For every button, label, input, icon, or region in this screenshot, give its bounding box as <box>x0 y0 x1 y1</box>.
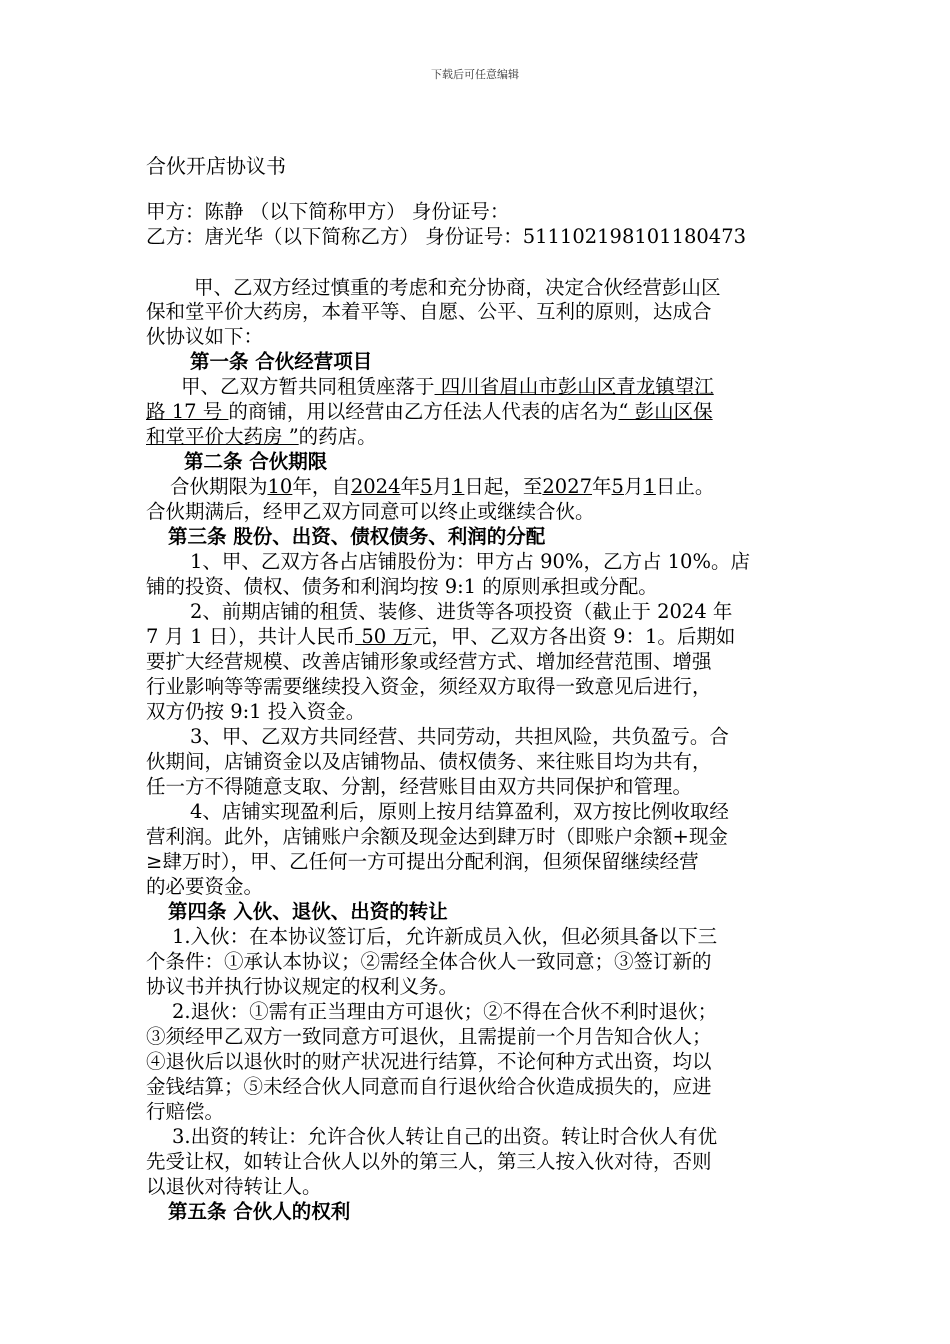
article-3-clause-2-line-5: 双方仍按 9:1 投入资金。 <box>146 700 366 723</box>
header-note: 下载后可任意编辑 <box>431 68 519 81</box>
article-4-clause-2-line-1: 2.退伙：①需有正当理由方可退伙；②不得在合伙不利时退伙； <box>172 1000 718 1023</box>
article-1-heading: 第一条 合伙经营项目 <box>190 350 373 373</box>
document-title: 合伙开店协议书 <box>146 154 286 178</box>
article-4-clause-1-line-1: 1.入伙：在本协议签订后，允许新成员入伙，但必须具备以下三 <box>172 925 718 948</box>
article-3-clause-1-line-1: 1、甲、乙双方各占店铺股份为：甲方占 90%，乙方占 10%。店 <box>190 550 750 573</box>
article-3-clause-2-line-1: 2、前期店铺的租赁、装修、进货等各项投资（截止于 2024 年 <box>190 600 733 623</box>
party-b-line: 乙方：唐光华（以下简称乙方） 身份证号：511102198101180473 <box>146 225 747 248</box>
start-month: 5 <box>420 475 433 498</box>
article-4-heading: 第四条 入伙、退伙、出资的转让 <box>168 900 448 923</box>
article-3-clause-3-line-3: 任一方不得随意支取、分割，经营账目由双方共同保护和管理。 <box>146 775 693 798</box>
intro-line-1: 甲、乙双方经过慎重的考虑和充分协商，决定合伙经营彭山区 <box>194 276 721 299</box>
article-3-clause-2-line-4: 行业影响等等需要继续投入资金，须经双方取得一致意见后进行， <box>146 675 712 698</box>
article-3-clause-2-line-2: 7 月 1 日），共计人民币 50 万元，甲、乙双方各出资 9：1。后期如 <box>146 625 736 648</box>
article-3-clause-4-line-3: ≥肆万时），甲、乙任何一方可提出分配利润，但须保留继续经营 <box>146 850 699 873</box>
term-years: 10 <box>267 475 293 498</box>
article-2-heading: 第二条 合伙期限 <box>184 450 328 473</box>
start-year: 2024 <box>350 475 401 498</box>
end-month: 5 <box>611 475 624 498</box>
article-4-clause-3-line-1: 3.出资的转让：允许合伙人转让自己的出资。转让时合伙人有优 <box>172 1125 718 1148</box>
investment-amount: 50 万 <box>355 625 412 648</box>
article-1-line-1: 甲、乙双方暂共同租赁座落于 四川省眉山市彭山区青龙镇望江 <box>181 375 714 398</box>
article-4-clause-1-line-3: 协议书并执行协议规定的权利义务。 <box>146 975 459 998</box>
article-4-clause-2-line-5: 行赔偿。 <box>146 1100 225 1123</box>
article-3-clause-4-line-4: 的必要资金。 <box>146 875 264 898</box>
party-a-line: 甲方：陈静 （以下简称甲方） 身份证号： <box>146 200 510 223</box>
intro-line-3: 伙协议如下： <box>146 325 264 348</box>
article-5-heading: 第五条 合伙人的权利 <box>168 1200 351 1223</box>
article-3-clause-4-line-2: 营利润。此外，店铺账户余额及现金达到肆万时（即账户余额+现金 <box>146 825 728 848</box>
article-4-clause-3-line-2: 先受让权，如转让合伙人以外的第三人，第三人按入伙对待，否则 <box>146 1150 712 1173</box>
end-day: 1 <box>643 475 656 498</box>
article-4-clause-2-line-2: ③须经甲乙双方一致同意方可退伙，且需提前一个月告知合伙人； <box>146 1025 712 1048</box>
article-3-clause-2-line-3: 要扩大经营规模、改善店铺形象或经营方式、增加经营范围、增强 <box>146 650 712 673</box>
article-4-clause-1-line-2: 个条件：①承认本协议；②需经全体合伙人一致同意；③签订新的 <box>146 950 712 973</box>
article-3-clause-1-line-2: 铺的投资、债权、债务和利润均按 9:1 的原则承担或分配。 <box>146 575 658 598</box>
shop-address: 四川省眉山市彭山区青龙镇望江 <box>434 375 714 398</box>
shop-address-cont: 路 17 号 <box>146 400 229 423</box>
article-4-clause-2-line-3: ④退伙后以退伙时的财产状况进行结算，不论何种方式出资，均以 <box>146 1050 712 1073</box>
start-day: 1 <box>451 475 465 498</box>
article-4-clause-3-line-3: 以退伙对待转让人。 <box>146 1175 322 1198</box>
article-2-line-2: 合伙期满后，经甲乙双方同意可以终止或继续合伙。 <box>146 500 595 523</box>
intro-line-2: 保和堂平价大药房，本着平等、自愿、公平、互利的原则，达成合 <box>146 300 712 323</box>
shop-name: “ 彭山区保 <box>618 400 713 423</box>
article-3-heading: 第三条 股份、出资、债权债务、利润的分配 <box>168 525 546 548</box>
article-3-clause-3-line-2: 伙期间，店铺资金以及店铺物品、债权债务、来往账目均为共有， <box>146 750 712 773</box>
article-1-line-2: 路 17 号 的商铺，用以经营由乙方任法人代表的店名为“ 彭山区保 <box>146 400 713 423</box>
article-3-clause-4-line-1: 4、店铺实现盈利后，原则上按月结算盈利，双方按比例收取经 <box>190 800 729 823</box>
article-1-line-3: 和堂平价大药房 ”的药店。 <box>146 425 377 448</box>
end-year: 2027 <box>542 475 593 498</box>
article-4-clause-2-line-4: 金钱结算；⑤未经合伙人同意而自行退伙给合伙造成损失的，应进 <box>146 1075 712 1098</box>
article-2-line-1: 合伙期限为10年，自2024年5月1日起，至2027年5月1日止。 <box>170 475 715 498</box>
article-3-clause-3-line-1: 3、甲、乙双方共同经营、共同劳动，共担风险，共负盈亏。合 <box>190 725 729 748</box>
shop-name-cont: 和堂平价大药房 ” <box>146 425 299 448</box>
